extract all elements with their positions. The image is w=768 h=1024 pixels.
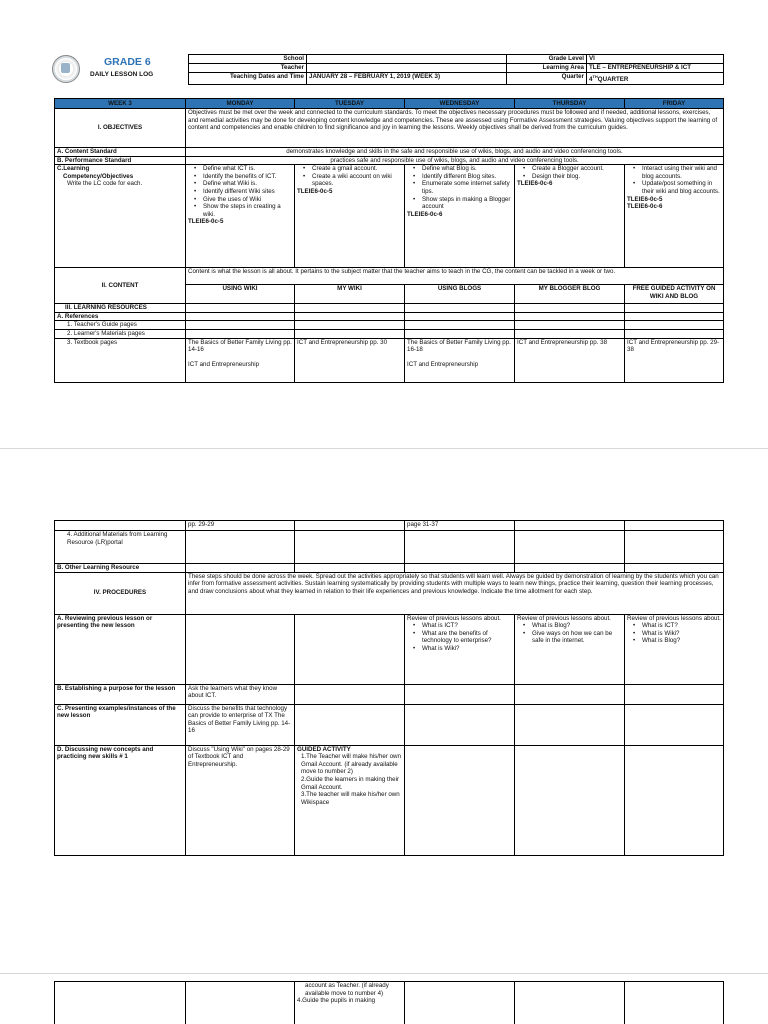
references-label: A. References (55, 312, 186, 321)
guided-activity-tuesday-cont: account as Teacher. (if already available move to number 4) 4.Guide the pupils in making (295, 982, 405, 1024)
deped-seal-logo (52, 55, 80, 83)
quarter-label: Quarter (507, 73, 587, 85)
topic-tuesday: MY WIKI (295, 285, 405, 304)
topic-friday: FREE GUIDED ACTIVITY ON WIKI AND BLOG (625, 285, 724, 304)
grade-level-label: Grade Level (507, 55, 587, 64)
wednesday-header: WEDNESDAY (405, 99, 515, 109)
competency-monday: • Define what ICT is. • Identify the benefits of ICT. • Define what Wiki is. • Identify different Wiki sites • Give the uses of Wiki • Show the steps in creating a wiki. TLEIE6-0c-5 (186, 165, 295, 268)
dates-label: Teaching Dates and Time (189, 73, 307, 85)
lesson-log-table-page2 (54, 520, 724, 856)
discussing-monday: Discuss "Using Wiki" on pages 28-29 of Textbook ICT and Entrepreneurship. (186, 745, 295, 855)
dates-value: JANUARY 28 – FEBRUARY 1, 2019 (WEEK 3) (307, 73, 507, 85)
school-label: School (189, 55, 307, 64)
procedures-text: These steps should be done across the week. Spread out the activities appropriately so that students will learn well. Always be guided by demonstration of learning by the students which you can infer from formative assessment activities. Sustain learning systematically by providing students with multiple ways to learn new things, practice their learning, question their learning processes, and draw conclusions about what they learned in relation to their life experiences and previous knowledge. Indicate the time allotment for each step. (186, 572, 724, 614)
examples-monday: Discuss the benefits that technology can provide to enterprise of TX The Basics of Better Family Living pp. 14-16 (186, 704, 295, 745)
textbook-monday: The Basics of Better Family Living pp. 14-16 ICT and Entrepreneurship (186, 338, 295, 382)
textbook-pages-label: 3. Textbook pages (55, 338, 186, 382)
objectives-label: I. OBJECTIVES (55, 109, 186, 148)
competency-tuesday: • Create a gmail account. • Create a wiki account on wiki spaces. TLEIE6-0c-5 (295, 165, 405, 268)
content-standard-text: demonstrates knowledge and skills in the safe and responsible use of wikis, blogs, and audio and video conferencing tools. (186, 148, 724, 157)
competency-thursday: • Create a Blogger account. • Design their blog. TLEIE6-0c-6 (515, 165, 625, 268)
teachers-guide-label: 1. Teacher's Guide pages (55, 321, 186, 330)
reviewing-label: A. Reviewing previous lesson or presenting the new lesson (55, 614, 186, 684)
topic-wednesday: USING BLOGS (405, 285, 515, 304)
page-1 (0, 0, 768, 445)
textbook-monday-cont: pp. 29-29 (186, 521, 295, 531)
textbook-thursday: ICT and Entrepreneurship pp. 38 (515, 338, 625, 382)
textbook-wednesday-cont: page 31-37 (405, 521, 515, 531)
guided-activity-tuesday: GUIDED ACTIVITY 1.The Teacher will make his/her own Gmail Account. (if already available move to number 2) 2.Guide the learners in making their Gmail Account. 3.The teacher will make his/her own Wikispace (295, 745, 405, 855)
page-separator (0, 448, 768, 449)
thursday-header: THURSDAY (515, 99, 625, 109)
week-header: WEEK 3 (55, 99, 186, 109)
grade-level-value: VI (587, 55, 724, 64)
textbook-tuesday: ICT and Entrepreneurship pp. 30 (295, 338, 405, 382)
page-3 (0, 977, 768, 1024)
learning-area-value: TLE – ENTREPRENEURSHIP & ICT (587, 64, 724, 73)
quarter-value: 4THQUARTER (587, 73, 724, 85)
other-resource-label: B. Other Learning Resource (55, 564, 186, 573)
learning-resources-label: III. LEARNING RESOURCES (55, 304, 186, 313)
tuesday-header: TUESDAY (295, 99, 405, 109)
competency-label: C.Learning Competency/Objectives Write the LC code for each. (55, 165, 186, 268)
topic-thursday: MY BLOGGER BLOG (515, 285, 625, 304)
learning-area-label: Learning Area (507, 64, 587, 73)
purpose-monday: Ask the learners what they know about ICT. (186, 684, 295, 704)
establishing-purpose-label: B. Establishing a purpose for the lesson (55, 684, 186, 704)
daily-lesson-log-subtitle: DAILY LESSON LOG (90, 71, 154, 78)
discussing-concepts-label: D. Discussing new concepts and practicing new skills # 1 (55, 745, 186, 855)
teacher-value (307, 64, 507, 73)
lesson-log-table-page3 (54, 981, 724, 1024)
textbook-wednesday: The Basics of Better Family Living pp. 16-18 ICT and Entrepreneurship (405, 338, 515, 382)
competency-friday: • Interact using their wiki and blog accounts. • Update/post something in their wiki and blog accounts. TLEIE6-0c-5 TLEIE6-0c-6 (625, 165, 724, 268)
learners-materials-label: 2. Learner's Materials pages (55, 329, 186, 338)
teacher-label: Teacher (189, 64, 307, 73)
page-2 (0, 452, 768, 970)
content-text: Content is what the lesson is all about. It pertains to the subject matter that the teacher aims to teach in the CG, the content can be tackled in a week or two. (186, 268, 724, 285)
content-standard-label: A. Content Standard (55, 148, 186, 157)
monday-header: MONDAY (186, 99, 295, 109)
additional-materials-label: 4. Additional Materials from Learning Resource (LR)portal (55, 531, 186, 564)
review-thursday: Review of previous lessons about. • What is Blog? • Give ways on how we can be safe in the internet. (515, 614, 625, 684)
page-separator (0, 973, 768, 974)
topic-monday: USING WIKI (186, 285, 295, 304)
competency-wednesday: • Define what Blog is. • Identify different Blog sites. • Enumerate some internet safety tips. • Show steps in making a Blogger account TLEIE6-0c-6 (405, 165, 515, 268)
content-label: II. CONTENT (55, 268, 186, 304)
school-value (307, 55, 507, 64)
friday-header: FRIDAY (625, 99, 724, 109)
performance-standard-label: B. Performance Standard (55, 156, 186, 165)
presenting-examples-label: C. Presenting examples/instances of the new lesson (55, 704, 186, 745)
header-info-table (188, 54, 724, 85)
textbook-friday: ICT and Entrepreneurship pp. 29-38 (625, 338, 724, 382)
objectives-text: Objectives must be met over the week and connected to the curriculum standards. To meet the objectives necessary procedures must be followed and if needed, additional lessons, exercises, and remedial activities may be done for developing content knowledge and competencies. These are assessed using Formative Assessment strategies. Valuing objectives support the learning of content and competencies and enable children to find significance and joy in learning the lessons. Weekly objectives shall be derived from the curriculum guides. (186, 109, 724, 148)
lesson-log-table-page1 (54, 98, 724, 383)
grade-title: GRADE 6 (104, 56, 151, 68)
procedures-label: IV. PROCEDURES (55, 572, 186, 614)
review-wednesday: Review of previous lessons about. • What is ICT? • What are the benefits of technology to enterprise? • What is Wiki? (405, 614, 515, 684)
performance-standard-text: practices safe and responsible use of wikis, blogs, and audio and video conferencing tools. (186, 156, 724, 165)
review-friday: Review of previous lessons about. • What is ICT? • What is Wiki? • What is Blog? (625, 614, 724, 684)
